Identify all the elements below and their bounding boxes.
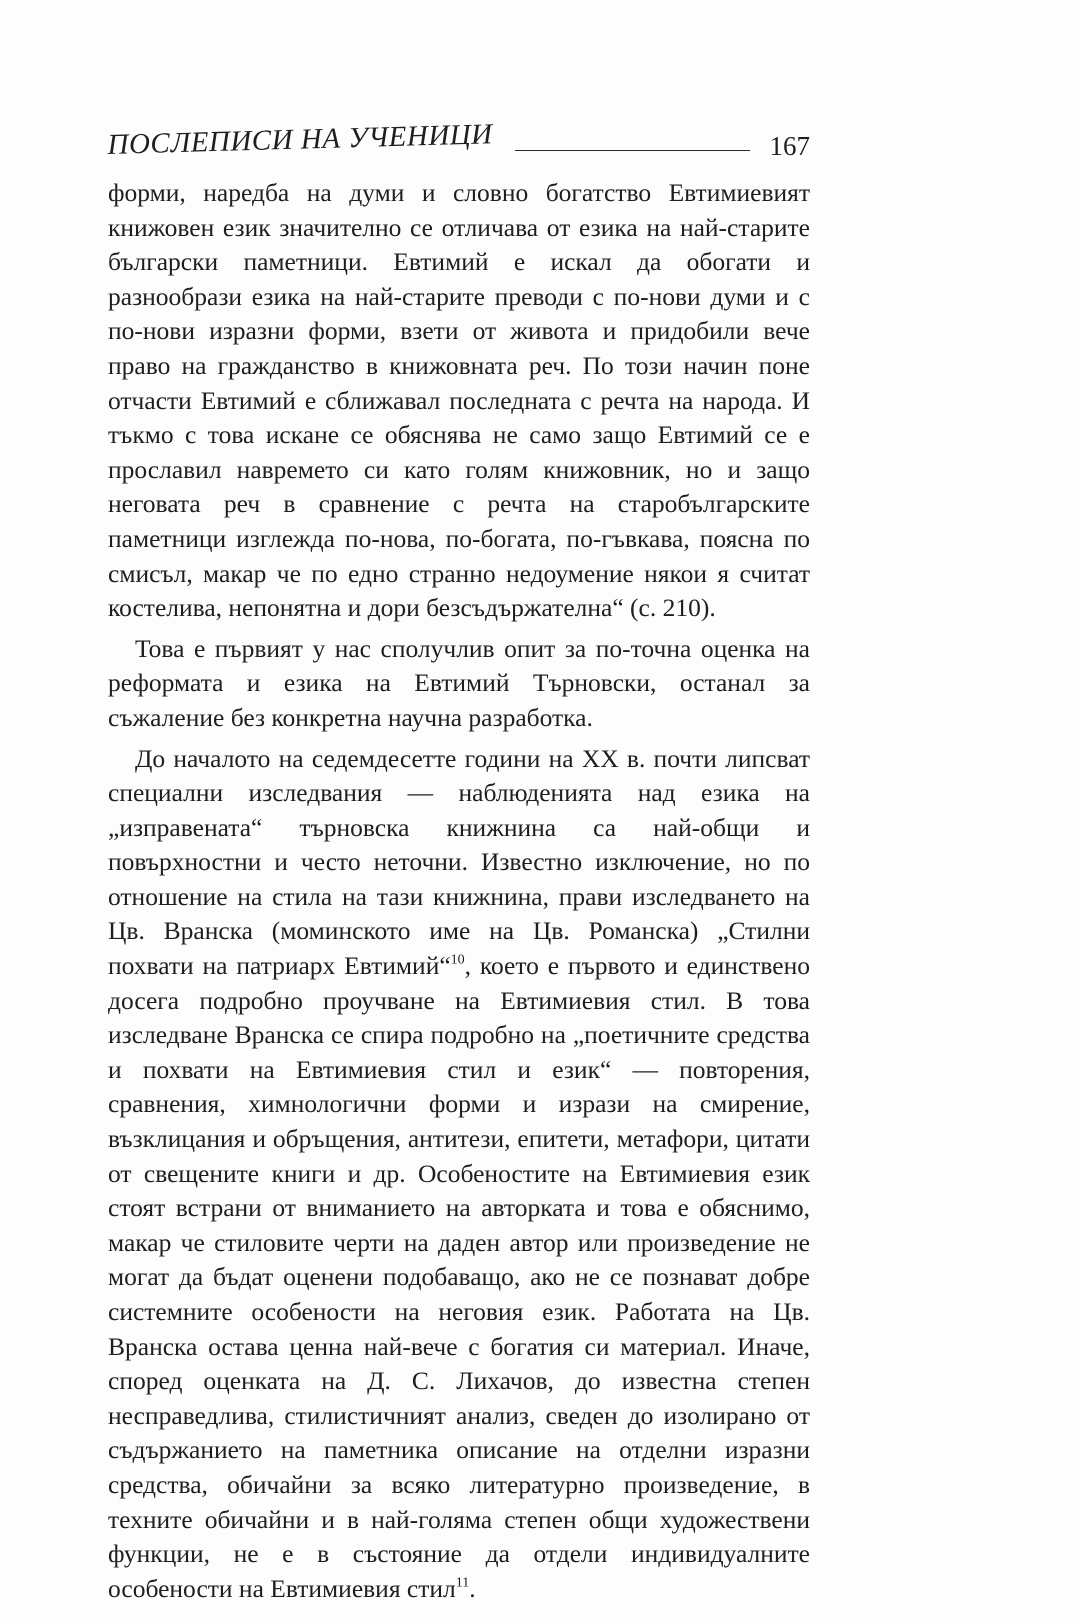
paragraph-text: До началото на седемдесетте години на XX в. почти липсват специални изследвания — наблюденията над езика на „изправената“ търновска книжнина са най-общи и повърхностни и често неточни. Известно изключение, но по отношение на стила на тази книжнина, прави изследването на Цв. Вранска (моминското име на Цв. Романска) „Стилни похвати на патриарх Евтимий“	[108, 743, 810, 981]
paragraph-end: .	[469, 1573, 476, 1603]
paragraph: Това е първият у нас сполучлив опит за по-точна оценка на реформата и езика на Евтимий Търновски, останал за съжаление без конкретна научна разработка.	[108, 633, 810, 732]
paragraph-text: , което е първото и единствено досега подробно проучване на Евтимиевия стил. В това изследване Вранска се спира подробно на „поетичните средства и похвати на Евтимиевия стил и език“ — повторения, сравнения, химнологични форми и изрази на смирение, възклицания и обръщения, антитези, епитети, метафори, цитати от свещените книги и др. Особеностите на Евтимиевия език стоят встрани от вниманието на авторката и това е обяснимо, макар че стиловите черти на даден автор или произведение не могат да бъдат оценени подобаващо, ако не се познават добре системните особености на неговия език. Работата на Цв. Вранска остава ценна най-вече с богатия си материал. Иначе, според оценката на Д. С. Лихачов, до известна степен несправедлива, стилистичният анализ, сведен до изолирано от съдържанието на паметника описание на отделни изразни средства, обичайни за всяко литературно произведение, в техните обичайни и в най-голяма степен общи художествени функции, не е в състояние да отдели индивидуалните особености на Евтимиевия стил	[108, 951, 810, 1603]
footnote-marker: 10	[450, 952, 465, 968]
body-text	[108, 176, 810, 1606]
page-number: 167	[769, 131, 810, 161]
header-rule	[515, 150, 749, 151]
footnote-marker: 11	[455, 1575, 470, 1591]
running-head-title: ПОСЛЕПИСИ НА УЧЕНИЦИ	[107, 118, 494, 162]
paragraph	[108, 742, 810, 1607]
paragraph-continued: форми, наредба на думи и словно богатство Евтимиевият книжовен език значително се отличава от езика на най-старите български паметници. Евтимий е искал да обогати и разнообрази езика на най-старите преводи с по-нови думи и с по-нови изразни форми, взети от живота и придобили вече право на гражданство в книжовната реч. По този начин поне отчасти Евтимий е сближавал последната с речта на народа. И тъкмо с това искане се обяснява не само защо Евтимий се е прославил навремето си като голям книжовник, но и защо неговата реч в сравнение с речта на старобългарските паметници изглежда по-нова, по-богата, по-гъвкава, поясна по смисъл, макар че по едно странно недоумение някои я считат костелива, непонятна и дори безсъдържателна“ (с. 210).	[108, 178, 810, 623]
running-head	[107, 118, 810, 162]
